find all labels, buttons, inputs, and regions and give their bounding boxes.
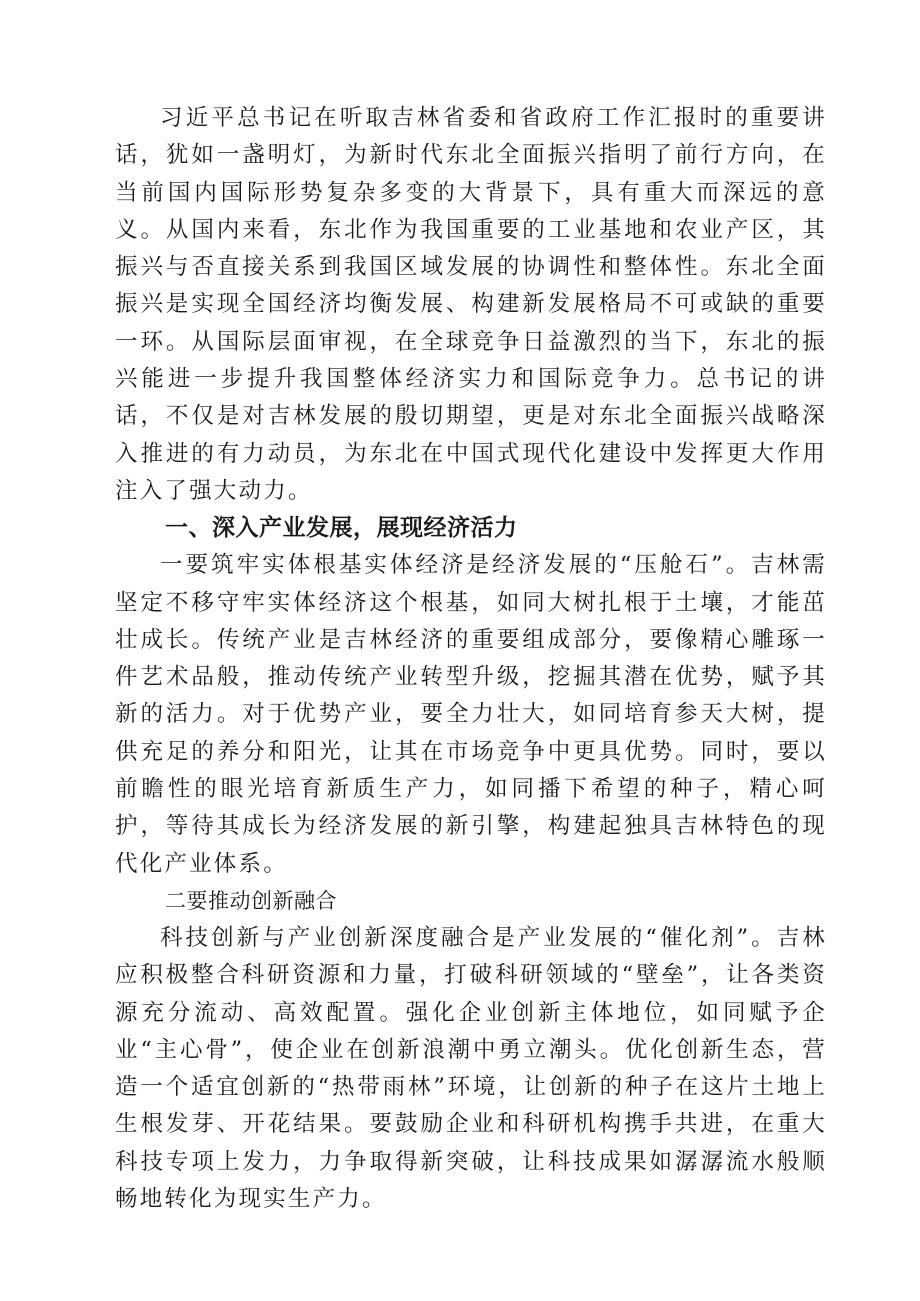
section-1-paragraph: 一要筑牢实体根基实体经济是经济发展的“压舱石”。吉林需坚定不移守牢实体经济这个根基，如同大树扎根于土壤，才能茁壮成长。传统产业是吉林经济的重要组成部分，要像精心雕琢一件艺术品般，推动传统产业转型升级，挖掘其潜在优势，赋予其新的活力。对于优势产业，要全力壮大，如同培育参天大树，提供充足的养分和阳光，让其在市场竞争中更具优势。同时，要以前瞻性的眼光培育新质生产力，如同播下希望的种子，精心呵护，等待其成长为经济发展的新引擎，构建起独具吉林特色的现代化产业体系。 (115, 552, 827, 877)
section-heading-1: 一、深入产业发展，展现经济活力 (165, 515, 518, 542)
document-body (115, 100, 827, 1218)
subsection-heading-2: 二要推动创新融合 (165, 888, 337, 913)
subsection-2-paragraph: 科技创新与产业创新深度融合是产业发展的“催化剂”。吉林应积极整合科研资源和力量，打破科研领域的“壁垒”，让各类资源充分流动、高效配置。强化企业创新主体地位，如同赋予企业“主心骨”，使企业在创新浪潮中勇立潮头。优化创新生态，营造一个适宜创新的“热带雨林”环境，让创新的种子在这片土地上生根发芽、开花结果。要鼓励企业和科研机构携手共进，在重大科技专项上发力，力争取得新突破，让科技成果如潺潺流水般顺畅地转化为现实生产力。 (115, 924, 827, 1213)
intro-paragraph: 习近平总书记在听取吉林省委和省政府工作汇报时的重要讲话，犹如一盏明灯，为新时代东北全面振兴指明了前行方向，在当前国内国际形势复杂多变的大背景下，具有重大而深远的意义。从国内来看，东北作为我国重要的工业基地和农业产区，其振兴与否直接关系到我国区域发展的协调性和整体性。东北全面振兴是实现全国经济均衡发展、构建新发展格局不可或缺的重要一环。从国际层面审视，在全球竞争日益激烈的当下，东北的振兴能进一步提升我国整体经济实力和国际竞争力。总书记的讲话，不仅是对吉林发展的殷切期望，更是对东北全面振兴战略深入推进的有力动员，为东北在中国式现代化建设中发挥更大作用注入了强大动力。 (115, 105, 827, 504)
